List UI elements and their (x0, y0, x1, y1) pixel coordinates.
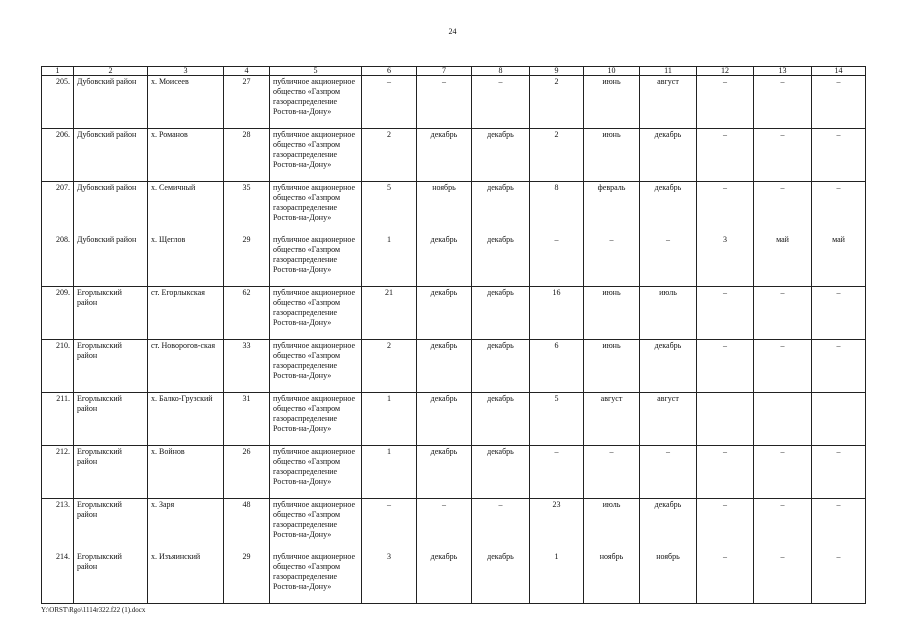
table-cell-col-11: декабрь (640, 182, 697, 235)
table-cell-col-14: – (812, 499, 866, 552)
table-cell-col-13: – (754, 499, 812, 552)
table-cell-col-2: Дубовский район (74, 234, 148, 287)
table-cell-col-6: 1 (362, 234, 417, 287)
table-cell-col-14: – (812, 446, 866, 499)
column-header-3: 3 (148, 67, 224, 76)
table-cell-col-9: 23 (530, 499, 584, 552)
table-cell-col-3: х. Моисеев (148, 76, 224, 129)
table-cell-col-4: 27 (224, 76, 270, 129)
table-cell-col-8: декабрь (472, 393, 530, 446)
table-row (42, 182, 866, 235)
column-header-5: 5 (270, 67, 362, 76)
table-cell-col-7: декабрь (417, 129, 472, 182)
table-cell-col-1: 205. (42, 76, 74, 129)
column-header-11: 11 (640, 67, 697, 76)
table-cell-col-1: 211. (42, 393, 74, 446)
table-cell-col-2: Егорлыкский район (74, 340, 148, 393)
table-cell-col-1: 209. (42, 287, 74, 340)
table-cell-col-10: июнь (584, 76, 640, 129)
table-cell-col-11: декабрь (640, 340, 697, 393)
table-cell-col-13: – (754, 76, 812, 129)
table-cell-col-14: май (812, 234, 866, 287)
table-cell-col-4: 26 (224, 446, 270, 499)
table-cell-col-3: х. Заря (148, 499, 224, 552)
table-cell-col-6: – (362, 76, 417, 129)
table-row (42, 551, 866, 604)
table-cell-col-7: декабрь (417, 393, 472, 446)
table-cell-col-4: 29 (224, 551, 270, 604)
table-cell-col-6: 5 (362, 182, 417, 235)
column-header-6: 6 (362, 67, 417, 76)
table-row (42, 340, 866, 393)
table-cell-col-11: – (640, 446, 697, 499)
table-cell-col-5: публичное акционерное общество «Газпром газораспределение Ростов-на-Дону» (270, 340, 362, 393)
table-cell-col-3: х. Семичный (148, 182, 224, 235)
table-cell-col-5: публичное акционерное общество «Газпром газораспределение Ростов-на-Дону» (270, 287, 362, 340)
table-cell-col-6: – (362, 499, 417, 552)
table-cell-col-14: – (812, 340, 866, 393)
table-cell-col-4: 31 (224, 393, 270, 446)
table-cell-col-2: Дубовский район (74, 129, 148, 182)
table-cell-col-12: – (697, 287, 754, 340)
table-cell-col-12: – (697, 446, 754, 499)
table-row (42, 446, 866, 499)
table-cell-col-8: декабрь (472, 287, 530, 340)
table-cell-col-1: 213. (42, 499, 74, 552)
column-header-4: 4 (224, 67, 270, 76)
table-cell-col-5: публичное акционерное общество «Газпром газораспределение Ростов-на-Дону» (270, 76, 362, 129)
table-cell-col-13: – (754, 551, 812, 604)
table-cell-col-1: 214. (42, 551, 74, 604)
table-cell-col-9: 6 (530, 340, 584, 393)
table-cell-col-3: х. Войнов (148, 446, 224, 499)
table-cell-col-10: июнь (584, 287, 640, 340)
table-cell-col-2: Дубовский район (74, 76, 148, 129)
column-header-9: 9 (530, 67, 584, 76)
table-cell-col-12: 3 (697, 234, 754, 287)
table-cell-col-4: 48 (224, 499, 270, 552)
table-cell-col-13: – (754, 446, 812, 499)
table-cell-col-10: – (584, 234, 640, 287)
table-cell-col-11: июль (640, 287, 697, 340)
table-cell-col-13: – (754, 182, 812, 235)
column-header-12: 12 (697, 67, 754, 76)
table-cell-col-3: х. Изъяинский (148, 551, 224, 604)
table-row (42, 129, 866, 182)
table-cell-col-11: август (640, 76, 697, 129)
table-cell-col-11: декабрь (640, 499, 697, 552)
table-cell-col-9: 8 (530, 182, 584, 235)
column-header-10: 10 (584, 67, 640, 76)
table-cell-col-8: декабрь (472, 234, 530, 287)
table-cell-col-7: – (417, 499, 472, 552)
table-cell-col-12: – (697, 340, 754, 393)
table-cell-col-3: х. Балко-Грузский (148, 393, 224, 446)
table-cell-col-2: Егорлыкский район (74, 551, 148, 604)
table-cell-col-5: публичное акционерное общество «Газпром газораспределение Ростов-на-Дону» (270, 551, 362, 604)
table-cell-col-12 (697, 393, 754, 446)
table-cell-col-3: ст. Егорлыкская (148, 287, 224, 340)
table-cell-col-5: публичное акционерное общество «Газпром газораспределение Ростов-на-Дону» (270, 393, 362, 446)
column-header-14: 14 (812, 67, 866, 76)
table-cell-col-4: 28 (224, 129, 270, 182)
table-cell-col-13: – (754, 340, 812, 393)
table-cell-col-8: декабрь (472, 551, 530, 604)
table-cell-col-2: Егорлыкский район (74, 393, 148, 446)
table-cell-col-5: публичное акционерное общество «Газпром газораспределение Ростов-на-Дону» (270, 446, 362, 499)
table-cell-col-6: 3 (362, 551, 417, 604)
table-cell-col-7: декабрь (417, 551, 472, 604)
table-cell-col-9: 1 (530, 551, 584, 604)
table-cell-col-6: 2 (362, 129, 417, 182)
table-cell-col-12: – (697, 182, 754, 235)
table-cell-col-9: 16 (530, 287, 584, 340)
table-cell-col-8: декабрь (472, 182, 530, 235)
table-cell-col-12: – (697, 551, 754, 604)
table-cell-col-11: август (640, 393, 697, 446)
table-cell-col-5: публичное акционерное общество «Газпром газораспределение Ростов-на-Дону» (270, 182, 362, 235)
table-cell-col-1: 208. (42, 234, 74, 287)
table-cell-col-3: х. Романов (148, 129, 224, 182)
table-cell-col-8: декабрь (472, 446, 530, 499)
table-header-row (42, 67, 866, 76)
table-cell-col-9: 2 (530, 76, 584, 129)
table-cell-col-4: 35 (224, 182, 270, 235)
table-cell-col-14: – (812, 129, 866, 182)
table-cell-col-7: декабрь (417, 234, 472, 287)
table-cell-col-6: 1 (362, 446, 417, 499)
table-cell-col-8: декабрь (472, 129, 530, 182)
table-cell-col-8: декабрь (472, 340, 530, 393)
table-cell-col-2: Егорлыкский район (74, 499, 148, 552)
table-row (42, 287, 866, 340)
column-header-2: 2 (74, 67, 148, 76)
table-row (42, 393, 866, 446)
table-cell-col-14: – (812, 182, 866, 235)
table-cell-col-4: 62 (224, 287, 270, 340)
table-cell-col-6: 1 (362, 393, 417, 446)
table-cell-col-9: 2 (530, 129, 584, 182)
table-cell-col-8: – (472, 76, 530, 129)
page-number: 24 (448, 27, 457, 36)
table-cell-col-6: 2 (362, 340, 417, 393)
table-cell-col-14: – (812, 287, 866, 340)
table-cell-col-11: – (640, 234, 697, 287)
table-cell-col-5: публичное акционерное общество «Газпром газораспределение Ростов-на-Дону» (270, 129, 362, 182)
table-cell-col-11: ноябрь (640, 551, 697, 604)
table-cell-col-1: 210. (42, 340, 74, 393)
table-cell-col-9: 5 (530, 393, 584, 446)
table-cell-col-10: июнь (584, 129, 640, 182)
table-cell-col-12: – (697, 76, 754, 129)
table-cell-col-14 (812, 393, 866, 446)
table-cell-col-14: – (812, 551, 866, 604)
table-cell-col-10: июнь (584, 340, 640, 393)
table-cell-col-13: май (754, 234, 812, 287)
table-row (42, 499, 866, 552)
table-cell-col-6: 21 (362, 287, 417, 340)
table-cell-col-2: Егорлыкский район (74, 287, 148, 340)
table-row (42, 234, 866, 287)
table-cell-col-12: – (697, 129, 754, 182)
table-cell-col-13: – (754, 287, 812, 340)
table-cell-col-10: февраль (584, 182, 640, 235)
table-cell-col-9: – (530, 446, 584, 499)
table-cell-col-9: – (530, 234, 584, 287)
table-cell-col-10: июль (584, 499, 640, 552)
column-header-7: 7 (417, 67, 472, 76)
table-row (42, 76, 866, 129)
table-cell-col-1: 212. (42, 446, 74, 499)
table-cell-col-2: Егорлыкский район (74, 446, 148, 499)
table-cell-col-10: август (584, 393, 640, 446)
table-cell-col-10: – (584, 446, 640, 499)
table-cell-col-7: декабрь (417, 446, 472, 499)
table-cell-col-14: – (812, 76, 866, 129)
file-path-footer: Y:\ORST\Rgo\1114r322.f22 (1).docx (41, 606, 146, 614)
table-cell-col-7: декабрь (417, 340, 472, 393)
table-cell-col-11: декабрь (640, 129, 697, 182)
table-cell-col-5: публичное акционерное общество «Газпром газораспределение Ростов-на-Дону» (270, 234, 362, 287)
table-cell-col-10: ноябрь (584, 551, 640, 604)
table-cell-col-13: – (754, 129, 812, 182)
table-cell-col-4: 29 (224, 234, 270, 287)
column-header-1: 1 (42, 67, 74, 76)
data-table (41, 66, 866, 604)
table-cell-col-7: ноябрь (417, 182, 472, 235)
table-cell-col-3: ст. Новорогов-ская (148, 340, 224, 393)
table-cell-col-13 (754, 393, 812, 446)
column-header-8: 8 (472, 67, 530, 76)
column-header-13: 13 (754, 67, 812, 76)
table-cell-col-1: 207. (42, 182, 74, 235)
table-cell-col-7: декабрь (417, 287, 472, 340)
table-cell-col-12: – (697, 499, 754, 552)
table-cell-col-8: – (472, 499, 530, 552)
table-cell-col-5: публичное акционерное общество «Газпром газораспределение Ростов-на-Дону» (270, 499, 362, 552)
table-cell-col-3: х. Щеглов (148, 234, 224, 287)
table-cell-col-7: – (417, 76, 472, 129)
table-cell-col-2: Дубовский район (74, 182, 148, 235)
table-cell-col-4: 33 (224, 340, 270, 393)
table-cell-col-1: 206. (42, 129, 74, 182)
